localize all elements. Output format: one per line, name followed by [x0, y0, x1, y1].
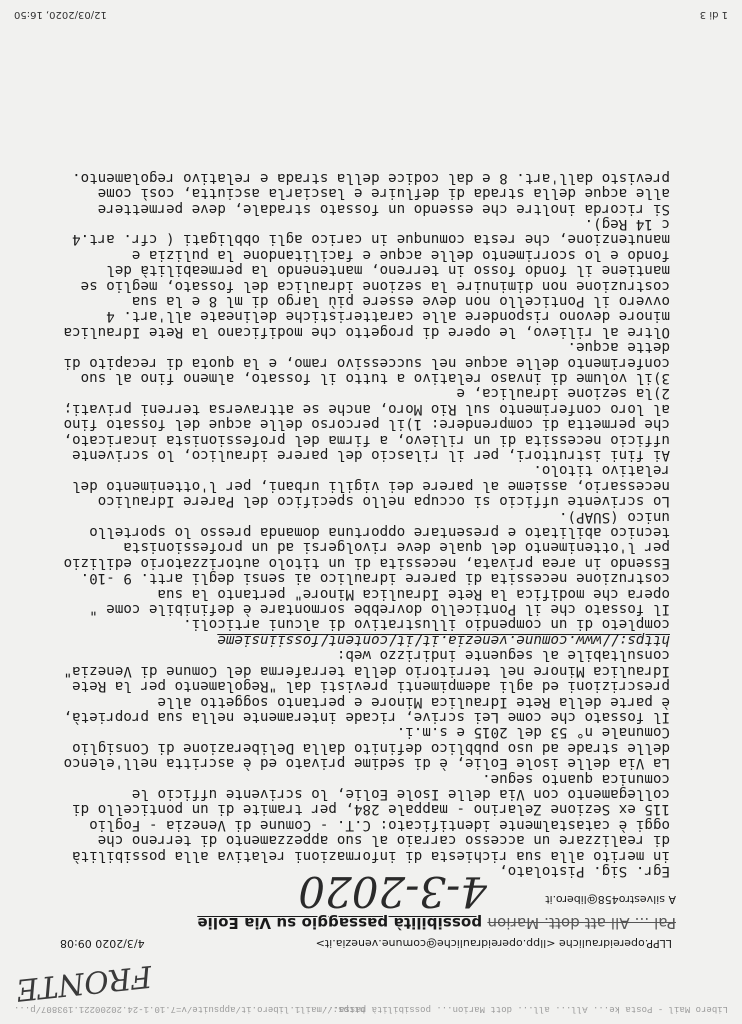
print-timestamp: 12/03/2020, 16:50 [14, 9, 107, 20]
url-stamp: https://mail1.libero.it/appsuite/v=7.10.1-24.20200221.193807/p... [14, 1004, 366, 1014]
handwritten-fronte-label: FRONTE [14, 957, 154, 1008]
body-paragraph: in merito alla sua richiesta di informazioni relativa alla possibilità di realizzare un accesso carraio al suo appezzamento di terreno che oggi è catastalmente identificato: C.T. - Comune di Venezia - Foglio 115 ex Sezione Zelarino - mappale 284, per tramite di un ponticello di collegamento con Via delle Isole Eolie, lo scrivente ufficio le comunica quanto segue. [63, 770, 670, 864]
body-paragraph: La Via delle isole Eolie, è di sedime privato ed è ascritta nell'elenco delle strade ad uso pubblico definito dalla Deliberazione di Consiglio Comunale n° 53 del 2015 e s.m.i. [54, 724, 670, 772]
body-paragraph: 2)la sezione idraulica, e [456, 385, 670, 402]
body-paragraph: Lo scrivente ufficio si occupa nello specifico del Parere Idraulico necessario, assieme al parere dei vigili urbani, per l'ottenimento del relativo titolo. [63, 462, 670, 510]
window-title-stamp: Libero Mail - Posta ke... All... all... dott Marion... possibilità passa... [322, 1004, 728, 1014]
subject-main: possibilità passaggio su Via Eolie [197, 914, 483, 932]
email-recipient: A silvestro458@libero.it [545, 893, 676, 906]
body-paragraph: 3)il volume di invaso relativo a tutto il fossato, almeno fino al suo conferimento delle acque nel successivo ramo, e la quota di recapito di dette acque. [54, 339, 670, 386]
regulation-link[interactable]: https://www.comune.venezia.it/it/content/fossiinsieme [217, 631, 670, 648]
body-paragraph: Oltre al rilievo, le opere di progetto che modificano la Rete Idraulica minore devono rispondere alle caratteristiche delineate all'art. 4 ovvero il Ponticello non deve essere più largo di ml 8 e la sua costruzione non diminuire la sezione idraulica del fossato, meglio se mantiene il fondo fosso in terreno, mantenendo la permeabilità del fondo e lo scorrimento delle acque e facilitandone la pulizia e manutenzione, che resta comunque in carico agli obbligati ( cfr. art.4 c 14 Reg). [54, 215, 670, 340]
email-body [54, 169, 670, 879]
body-paragraph: Egr. Sig. Pistolato, [499, 863, 670, 879]
body-paragraph: Il fossato che come Lei scrive, ricade interamente nella sua proprietà, è parte della Rete Idraulica Minore e pertanto soggetto alle prescrizioni ed agli adempimenti previsti dal "Regolamento per la Rete Idraulica Minore nel territorio della terraferma del Comune di Venezia" consultabile al seguente indirizzo web: [54, 647, 670, 725]
handwritten-date: 4-3-2020 [298, 867, 487, 916]
body-paragraph: completo di un compendio illustrativo di alcuni articoli. [183, 616, 670, 633]
subject-struck-prefix: Pal ... All att dott. Marion [487, 914, 676, 932]
body-paragraph: Ai fini istruttori, per il rilascio del parere idraulico, lo scrivente ufficio necessita di un rilievo, a firma del professionista incaricato, che permetta di comprendere: 1)il percorso delle acque del fossato fino al loro conferimento sul Rio Moro, anche se attraversa terreni privati; [54, 400, 670, 464]
page-counter: 1 di 3 [699, 9, 728, 20]
email-sender: LLPP.opereidrauliche <llpp.opereidrauliche@comune.venezia.it> [315, 937, 672, 950]
email-date: 4/3/2020 09:08 [60, 937, 145, 950]
body-paragraph: Si ricorda inoltre che essendo un fossato stradale, deve permettere alle acque della strada di defluire e lasciarla asciutta, così come previsto dall'art. 8 e dal codice della strada e relativo regolamento. [72, 169, 670, 217]
email-subject [197, 914, 676, 932]
body-paragraph: Il fossato che il Ponticello dovrebbe sormontare è definibile come " opera che modifica la Rete Idraulica Minore" pertanto la sua costruzione necessita di parere idraulico ai sensi degli artt. 9 -10. Essendo in area privata, necessita di un titolo autorizzatorio edilizio per l'ottenimento del quale deve rivolgersi ad un professionista tecnico abilitato e presentare opportuna domanda presso lo sportello unico (SUAP). [54, 508, 670, 618]
